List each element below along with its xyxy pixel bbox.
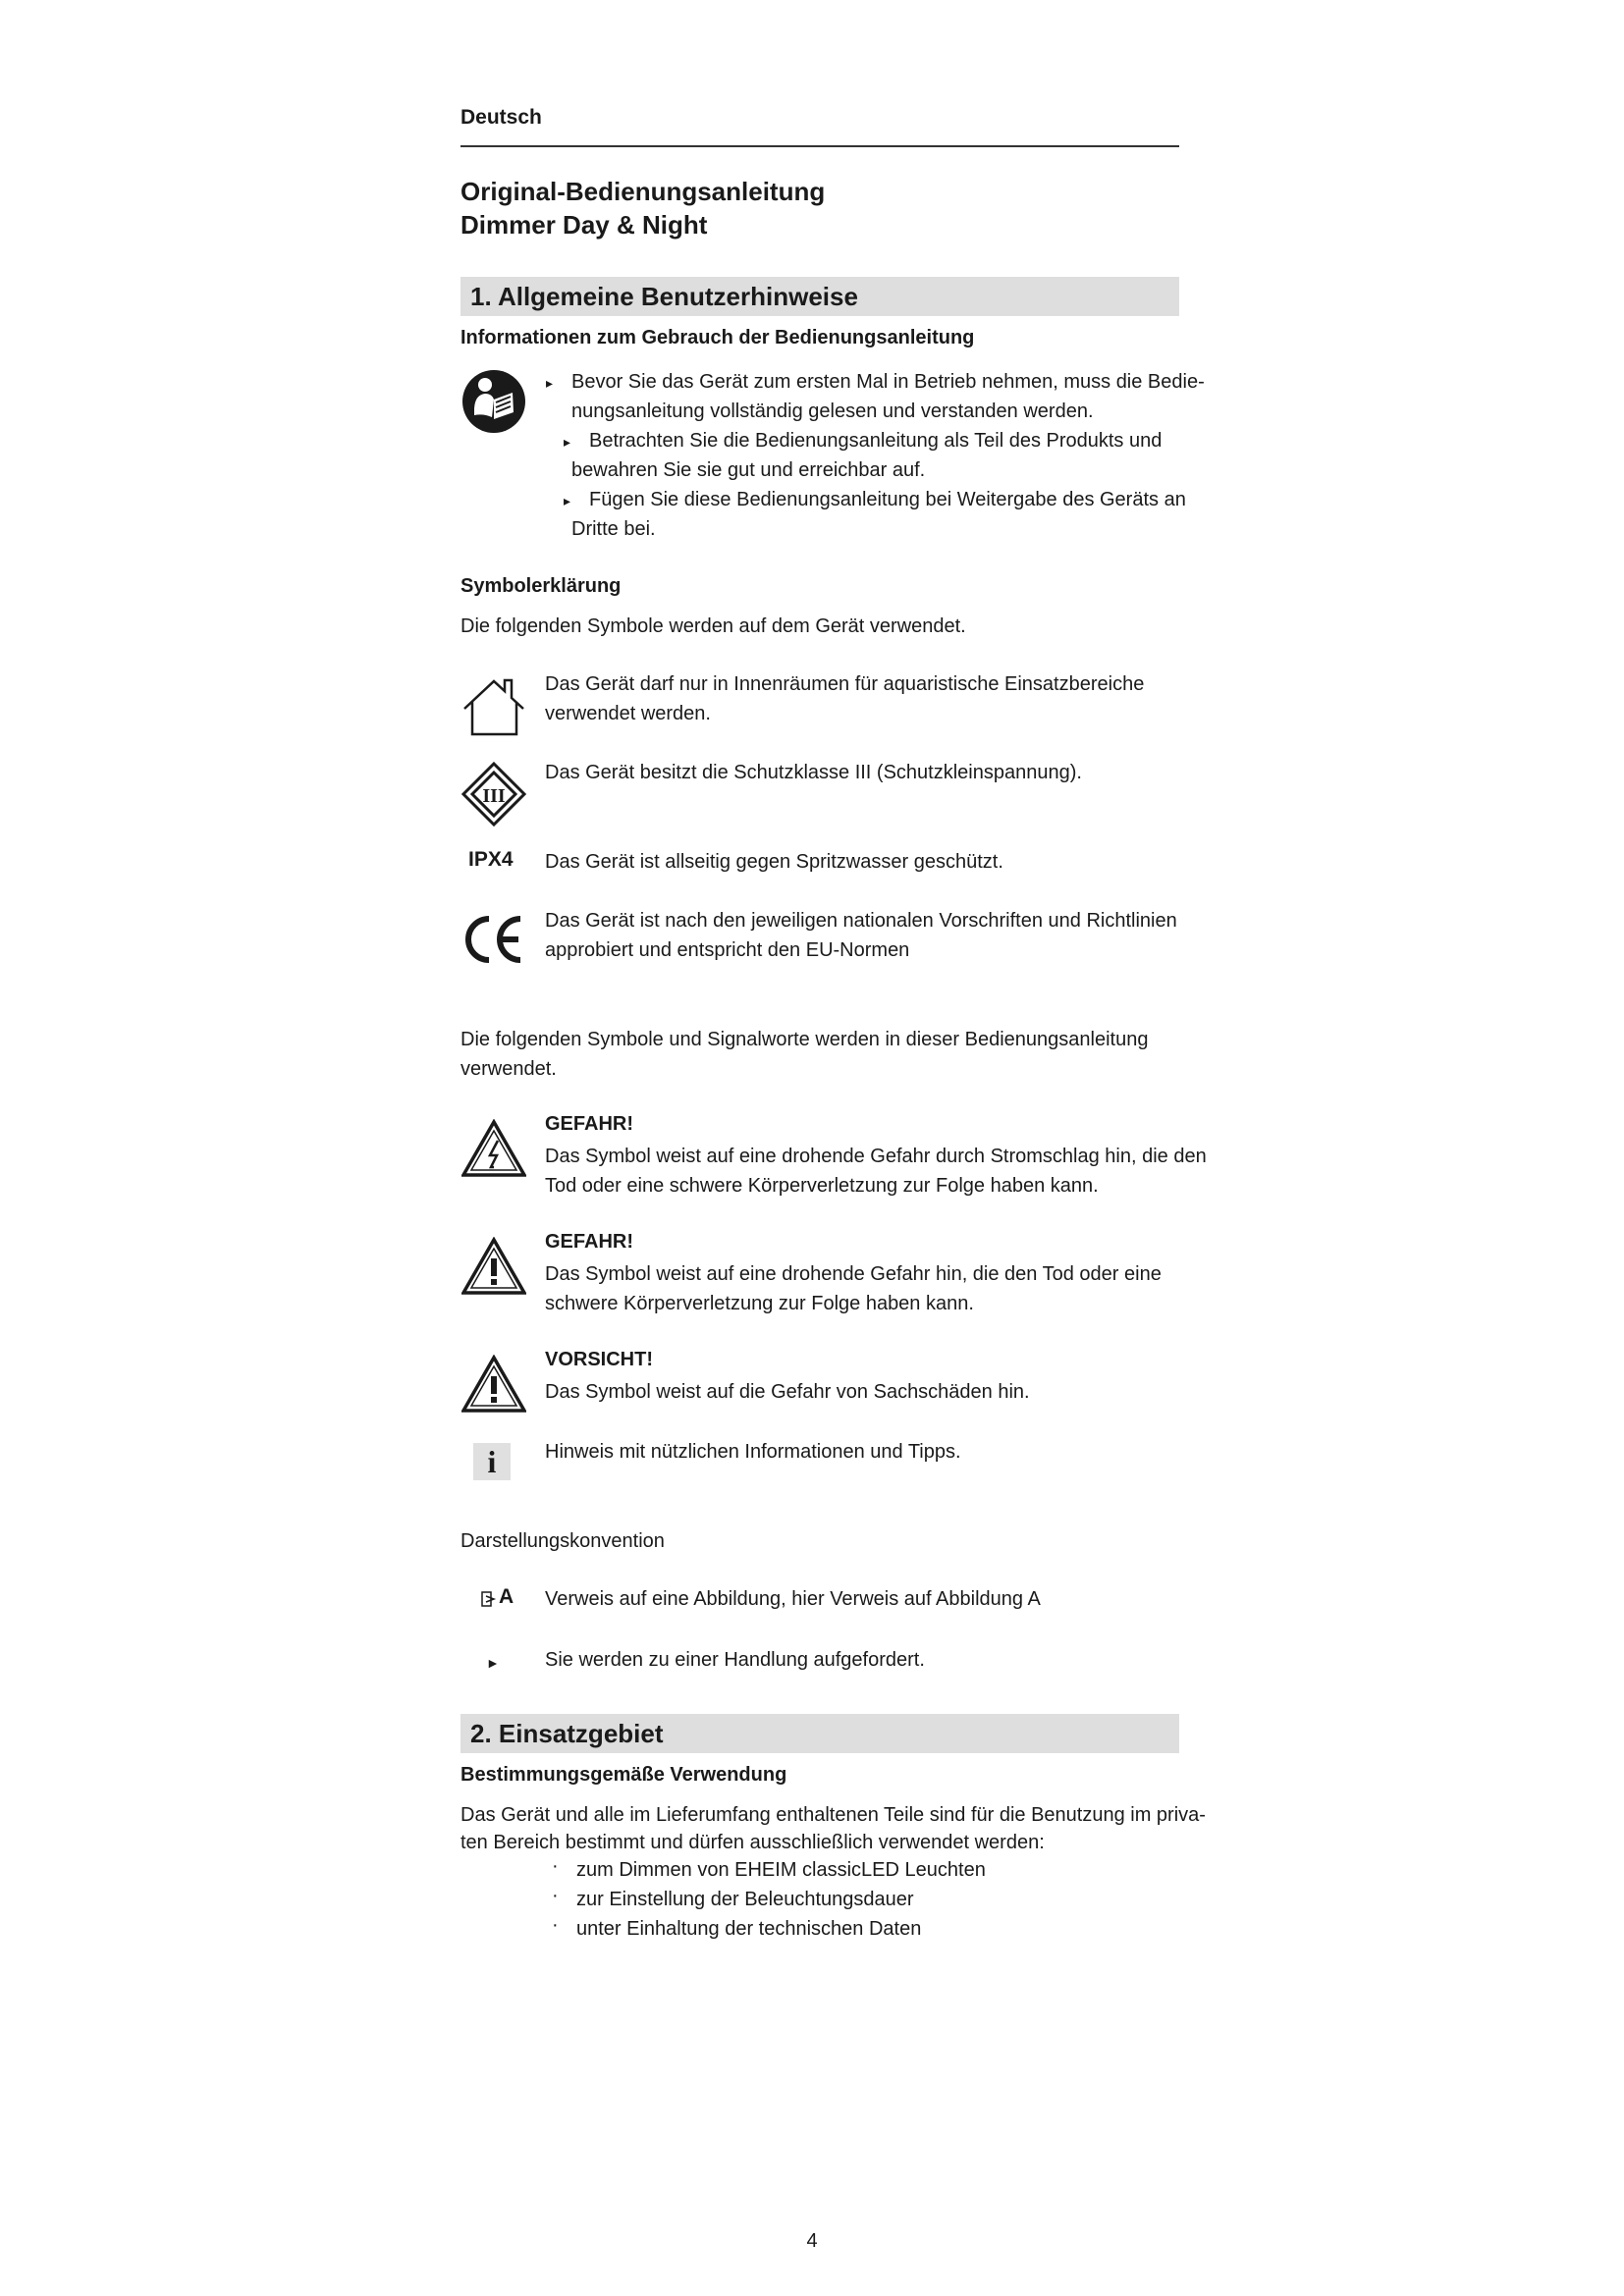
ce-text-line1: Das Gerät ist nach den jeweiligen nationalen Vorschriften und Richtlinien xyxy=(545,910,1177,932)
usage-bullet-3-line2: Dritte bei. xyxy=(571,518,656,540)
list-dot: · xyxy=(552,1885,559,1906)
list-dot: · xyxy=(552,1914,559,1936)
ipx4-text: Das Gerät ist allseitig gegen Spritzwasser geschützt. xyxy=(545,851,1003,873)
ce-label: CE xyxy=(461,913,463,914)
list-dot: · xyxy=(552,1855,559,1877)
danger-general-line2: schwere Körperverletzung zur Folge haben kann. xyxy=(545,1293,974,1314)
class-iii-text: Das Gerät besitzt die Schutzklasse III (Schutzkleinspannung). xyxy=(545,762,1082,783)
page-number: 4 xyxy=(806,2230,818,2252)
convention-heading: Darstellungskonvention xyxy=(460,1530,665,1552)
danger-electric-line1: Das Symbol weist auf eine drohende Gefahr durch Stromschlag hin, die den xyxy=(545,1146,1207,1167)
info-icon: i xyxy=(473,1443,511,1480)
ce-mark-icon xyxy=(461,913,526,978)
language-label: Deutsch xyxy=(460,106,542,129)
usage-bullet-1-line2: nungsanleitung vollständig gelesen und verstanden werden. xyxy=(571,400,1094,422)
bullet-marker: ▸ xyxy=(546,375,554,391)
intended-use-heading: Bestimmungsgemäße Verwendung xyxy=(460,1764,787,1786)
section-2-heading xyxy=(460,1714,1179,1753)
action-text: Sie werden zu einer Handlung aufgefordert. xyxy=(545,1649,925,1671)
use-item-3: unter Einhaltung der technischen Daten xyxy=(576,1918,922,1940)
symbols-heading: Symbolerklärung xyxy=(460,575,622,597)
action-arrow-icon: ► xyxy=(486,1655,500,1671)
symbols-intro: Die folgenden Symbole werden auf dem Gerät verwendet. xyxy=(460,615,966,637)
usage-bullet-3-line1: Fügen Sie diese Bedienungsanleitung bei Weitergabe des Geräts an xyxy=(589,489,1186,510)
section-2-heading-text: 2. Einsatzgebiet xyxy=(470,1719,664,1748)
ipx4-label: IPX4 xyxy=(468,848,514,871)
caution-text: Das Symbol weist auf die Gefahr von Sachschäden hin. xyxy=(545,1381,1030,1403)
usage-bullet-1-line1: Bevor Sie das Gerät zum ersten Mal in Betrieb nehmen, muss die Bedie- xyxy=(571,371,1205,393)
danger-electric-line2: Tod oder eine schwere Körperverletzung zur Folge haben kann. xyxy=(545,1175,1099,1197)
usage-bullet-2-line1: Betrachten Sie die Bedienungsanleitung als Teil des Produkts und xyxy=(589,430,1163,452)
ce-text-line2: approbiert und entspricht den EU-Normen xyxy=(545,939,910,961)
caution-signal-word: VORSICHT! xyxy=(545,1349,653,1370)
use-item-1: zum Dimmen von EHEIM classicLED Leuchten xyxy=(576,1859,986,1881)
warning-triangle-icon xyxy=(461,1237,526,1302)
section-1-heading-text: 1. Allgemeine Benutzerhinweise xyxy=(470,282,858,311)
use-item-2: zur Einstellung der Beleuchtungsdauer xyxy=(576,1889,914,1910)
electric-hazard-icon xyxy=(461,1119,526,1184)
usage-info-heading: Informationen zum Gebrauch der Bedienungsanleitung xyxy=(460,327,975,348)
bullet-marker: ▸ xyxy=(564,434,571,450)
section-1-heading xyxy=(460,277,1179,316)
usage-bullet-2-line2: bewahren Sie sie gut und erreichbar auf. xyxy=(571,459,926,481)
document-subtitle: Dimmer Day & Night xyxy=(460,210,708,240)
figure-reference-text: Verweis auf eine Abbildung, hier Verweis auf Abbildung A xyxy=(545,1588,1041,1610)
protection-class-iii-icon xyxy=(461,762,526,827)
indoor-text-line1: Das Gerät darf nur in Innenräumen für aquaristische Einsatzbereiche xyxy=(545,673,1145,695)
signals-intro-line2: verwendet. xyxy=(460,1058,557,1080)
caution-triangle-icon xyxy=(461,1355,526,1419)
indoor-text-line2: verwendet werden. xyxy=(545,703,711,724)
intended-use-line2: ten Bereich bestimmt und dürfen ausschließlich verwendet werden: xyxy=(460,1832,1045,1853)
header-rule xyxy=(460,145,1179,147)
bullet-marker: ▸ xyxy=(564,493,571,508)
read-manual-icon xyxy=(461,369,526,434)
figure-reference-letter: A xyxy=(499,1585,514,1608)
info-text: Hinweis mit nützlichen Informationen und Tipps. xyxy=(545,1441,961,1463)
indoor-house-icon xyxy=(461,673,526,738)
class-iii-label: III xyxy=(482,785,506,807)
document-title: Original-Bedienungsanleitung xyxy=(460,177,826,206)
danger-general-signal-word: GEFAHR! xyxy=(545,1231,633,1253)
figure-reference-icon xyxy=(481,1591,499,1612)
danger-electric-signal-word: GEFAHR! xyxy=(545,1113,633,1135)
danger-general-line1: Das Symbol weist auf eine drohende Gefahr hin, die den Tod oder eine xyxy=(545,1263,1162,1285)
intended-use-line1: Das Gerät und alle im Lieferumfang enthaltenen Teile sind für die Benutzung im priva- xyxy=(460,1804,1206,1826)
signals-intro-line1: Die folgenden Symbole und Signalworte werden in dieser Bedienungsanleitung xyxy=(460,1029,1149,1050)
